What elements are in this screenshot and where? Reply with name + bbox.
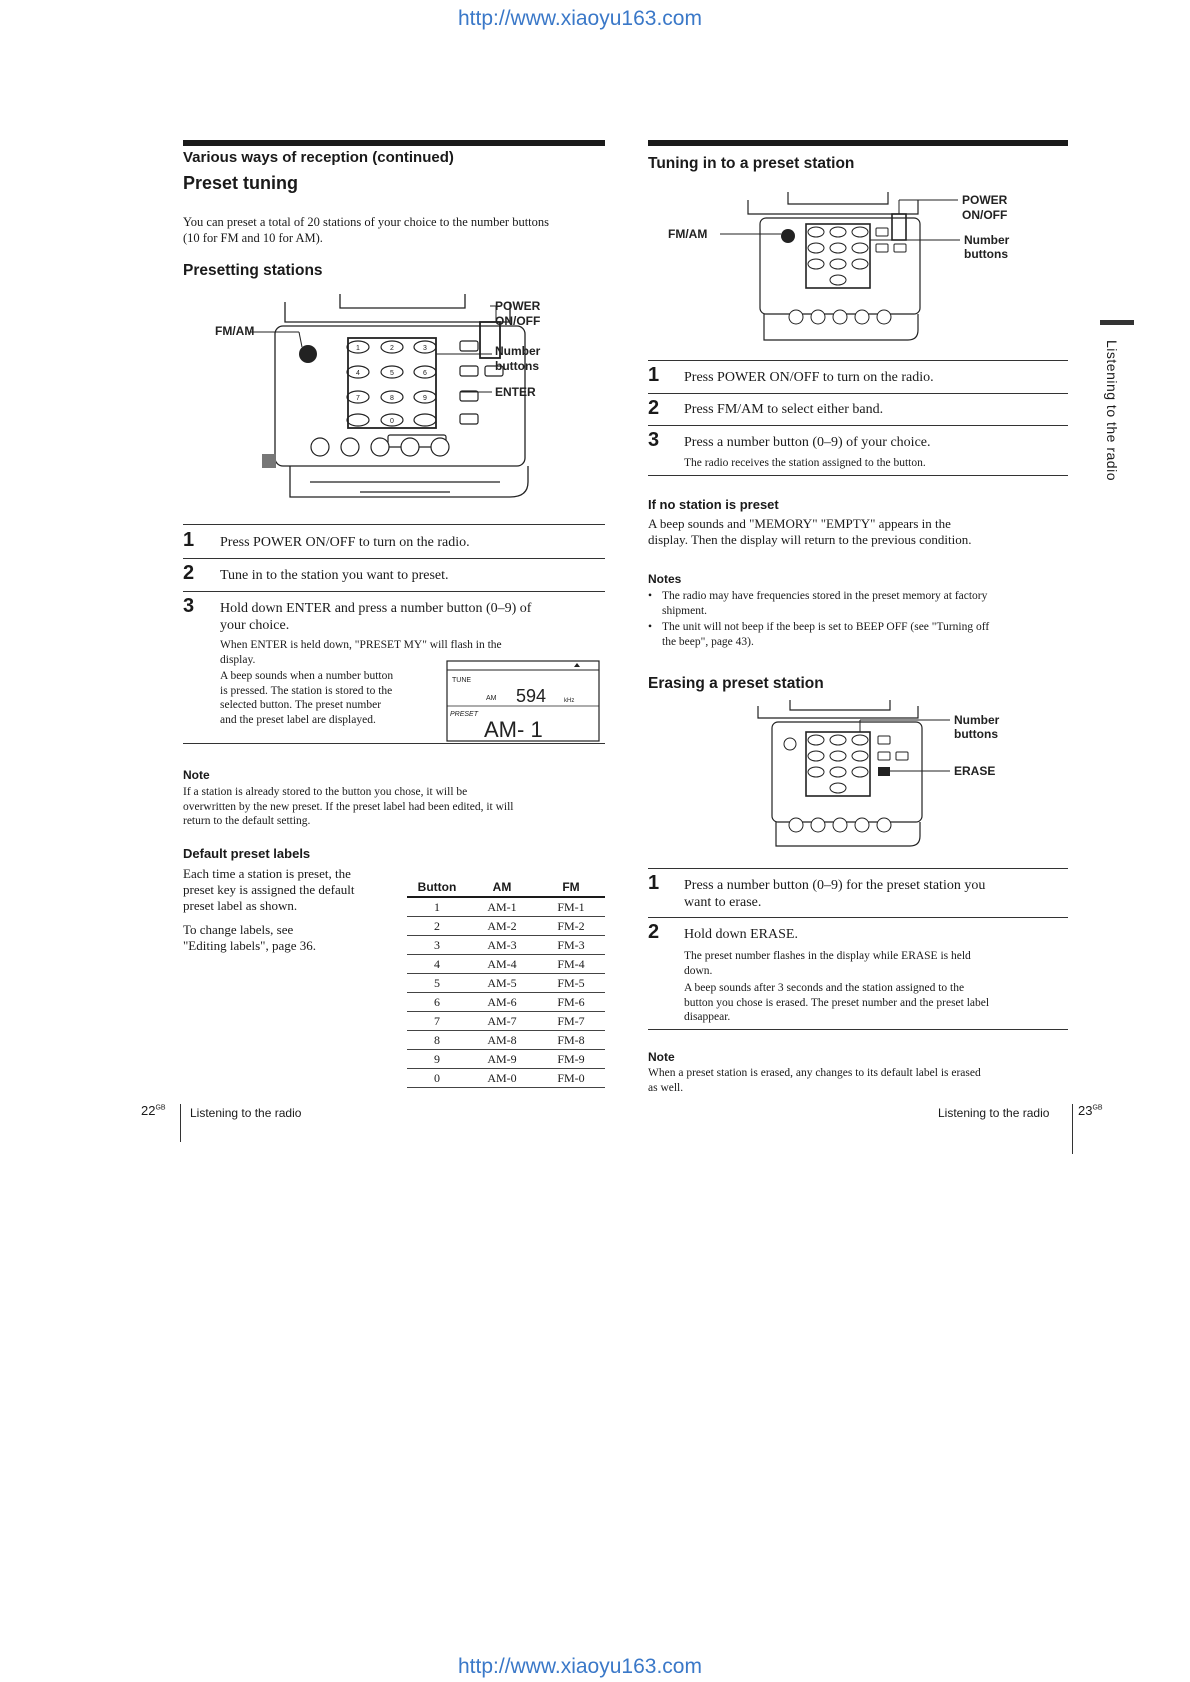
- side-tab-marker: [1100, 320, 1134, 325]
- step-rule: [648, 425, 1068, 426]
- page-number: 22: [141, 1103, 156, 1118]
- lcd-preset: PRESET: [450, 711, 479, 718]
- right-note-heading: Note: [648, 1050, 675, 1064]
- step-text-line: your choice.: [220, 618, 290, 633]
- diagram-label-number: Number: [964, 233, 1010, 247]
- radio-diagram-presetting: [210, 292, 600, 512]
- no-station-line: A beep sounds and "MEMORY" "EMPTY" appears in the: [648, 516, 951, 531]
- intro-line: You can preset a total of 20 stations of your choice to the number buttons: [183, 215, 550, 229]
- step-number: 2: [648, 397, 660, 419]
- step-sub-line: A beep sounds when a number button: [220, 670, 394, 682]
- lcd-frequency: 594: [516, 686, 547, 706]
- bottom-url[interactable]: http://www.xiaoyu163.com: [458, 1655, 702, 1678]
- step-rule: [648, 360, 1068, 361]
- table-row: [407, 897, 605, 917]
- table-cell: 4: [407, 955, 467, 974]
- table-cell: AM-3: [467, 936, 537, 955]
- step-rule: [183, 558, 605, 559]
- left-footer-divider: [180, 1104, 181, 1142]
- step-sub-line: The preset number flashes in the display while ERASE is held: [684, 950, 971, 962]
- table-cell: FM-1: [537, 897, 605, 917]
- intro-line: (10 for FM and 10 for AM).: [183, 231, 323, 245]
- radio-diagram-erasing: [750, 700, 1040, 850]
- step-sub-line: display.: [220, 653, 256, 666]
- table-header: AM: [467, 878, 537, 897]
- svg-text:5: 5: [390, 370, 394, 377]
- table-row: [407, 1050, 605, 1069]
- step-sub: [684, 949, 971, 978]
- step-rule: [648, 868, 1068, 869]
- step-sub: [684, 981, 989, 1025]
- tuning-heading: Tuning in to a preset station: [648, 155, 855, 172]
- table-cell: 6: [407, 993, 467, 1012]
- table-cell: 2: [407, 917, 467, 936]
- change-line: To change labels, see: [183, 922, 294, 937]
- step-number: 1: [648, 364, 660, 386]
- step-sub-line: is pressed. The station is stored to the: [220, 684, 393, 697]
- right-note-text: [648, 1066, 981, 1095]
- step-rule: [648, 917, 1068, 918]
- note-text: [183, 785, 514, 829]
- svg-text:7: 7: [356, 395, 360, 402]
- table-cell: AM-1: [467, 897, 537, 917]
- step-sub-line: When ENTER is held down, "PRESET MY" will flash in the: [220, 639, 502, 651]
- table-cell: AM-0: [467, 1069, 537, 1088]
- table-cell: 9: [407, 1050, 467, 1069]
- table-cell: AM-8: [467, 1031, 537, 1050]
- page-title: Preset tuning: [183, 173, 299, 193]
- default-line: Each time a station is preset, the: [183, 866, 351, 881]
- step-sub-line: selected button. The preset number: [220, 699, 382, 711]
- right-top-rule: [648, 140, 1068, 146]
- step-sub: The radio receives the station assigned to the button.: [684, 457, 926, 469]
- note-line: as well.: [648, 1081, 684, 1094]
- table-cell: FM-3: [537, 936, 605, 955]
- step-number: 2: [648, 921, 660, 943]
- step-sub-line: and the preset label are displayed.: [220, 713, 376, 726]
- table-row: [407, 917, 605, 936]
- side-tab-label: Listening to the radio: [1104, 340, 1120, 481]
- table-cell: AM-7: [467, 1012, 537, 1031]
- diagram-label-power: POWER: [495, 299, 541, 313]
- step-text: Press POWER ON/OFF to turn on the radio.: [684, 370, 934, 385]
- diagram-label-fmam: FM/AM: [215, 324, 255, 338]
- table-row: [407, 1069, 605, 1088]
- step-text: Press POWER ON/OFF to turn on the radio.: [220, 535, 470, 550]
- note-line: the beep", page 43).: [662, 635, 754, 648]
- note-line: return to the default setting.: [183, 815, 311, 827]
- bullet-icon: •: [648, 590, 653, 602]
- note-line: When a preset station is erased, any changes to its default label is erased: [648, 1067, 981, 1079]
- step-text: [220, 600, 531, 634]
- diagram-label-number: Number: [954, 713, 1000, 727]
- table-row: [407, 974, 605, 993]
- step-text: Tune in to the station you want to preset.: [220, 568, 449, 583]
- table-row: [407, 1031, 605, 1050]
- diagram-label-erase: ERASE: [954, 764, 996, 778]
- step-sub: [220, 669, 393, 727]
- svg-text:6: 6: [423, 370, 427, 377]
- note-line: shipment.: [662, 604, 708, 617]
- lcd-display: [446, 660, 601, 742]
- table-cell: AM-9: [467, 1050, 537, 1069]
- step-text: Press FM/AM to select either band.: [684, 402, 884, 417]
- step-rule: [183, 524, 605, 525]
- diagram-label-fmam: FM/AM: [668, 227, 708, 241]
- step-text: [684, 877, 985, 911]
- svg-text:4: 4: [356, 370, 360, 377]
- step-text: Hold down ERASE.: [684, 927, 798, 942]
- note-line: If a station is already stored to the button you chose, it will be: [183, 786, 468, 798]
- svg-text:9: 9: [423, 395, 427, 402]
- diagram-label-buttons: buttons: [964, 247, 1008, 261]
- table-cell: 8: [407, 1031, 467, 1050]
- table-header: FM: [537, 878, 605, 897]
- erasing-heading: Erasing a preset station: [648, 675, 824, 692]
- intro-text: [183, 214, 613, 246]
- step-sub-line: disappear.: [684, 1011, 731, 1023]
- table-row: [407, 993, 605, 1012]
- default-preset-text: [183, 866, 354, 914]
- section-kicker: Various ways of reception (continued): [183, 149, 454, 166]
- step-text-line: Hold down ENTER and press a number button (0–9) of: [220, 601, 532, 616]
- table-cell: FM-6: [537, 993, 605, 1012]
- table-cell: AM-4: [467, 955, 537, 974]
- no-station-line: display. Then the display will return to the previous condition.: [648, 532, 972, 547]
- step-sub-line: A beep sounds after 3 seconds and the station assigned to the: [684, 982, 965, 994]
- table-cell: AM-5: [467, 974, 537, 993]
- table-cell: FM-4: [537, 955, 605, 974]
- table-cell: FM-9: [537, 1050, 605, 1069]
- table-cell: AM-6: [467, 993, 537, 1012]
- diagram-label-buttons: buttons: [495, 359, 539, 373]
- left-top-rule: [183, 140, 605, 146]
- right-footer-divider: [1072, 1104, 1073, 1154]
- default-line: preset key is assigned the default: [183, 882, 355, 897]
- step-number: 1: [183, 529, 195, 551]
- page-number: 23: [1078, 1103, 1093, 1118]
- table-cell: FM-0: [537, 1069, 605, 1088]
- step-number: 3: [648, 429, 660, 451]
- page-sup: GB: [155, 1104, 166, 1112]
- table-cell: 5: [407, 974, 467, 993]
- table-row: [407, 936, 605, 955]
- step-rule: [183, 591, 605, 592]
- svg-text:1: 1: [356, 345, 360, 352]
- table-cell: AM-2: [467, 917, 537, 936]
- left-footer-label: Listening to the radio: [190, 1106, 302, 1120]
- table-row: [407, 955, 605, 974]
- table-cell: FM-5: [537, 974, 605, 993]
- diagram-label-buttons: buttons: [954, 727, 998, 741]
- note-item: [648, 620, 1068, 649]
- note-line: The radio may have frequencies stored in the preset memory at factory: [662, 590, 988, 602]
- right-footer-label: Listening to the radio: [938, 1106, 1050, 1120]
- svg-text:8: 8: [390, 395, 394, 402]
- no-station-heading: If no station is preset: [648, 497, 779, 512]
- note-line: The unit will not beep if the beep is set to BEEP OFF (see "Turning off: [662, 621, 990, 633]
- note-line: overwritten by the new preset. If the preset label had been edited, it will: [183, 800, 514, 813]
- step-sub-line: button you chose is erased. The preset number and the preset label: [684, 996, 990, 1009]
- notes-heading: Notes: [648, 572, 682, 586]
- step-number: 1: [648, 872, 660, 894]
- svg-text:0: 0: [390, 418, 394, 425]
- bullet-icon: •: [648, 621, 653, 633]
- step-rule: [183, 743, 605, 744]
- left-footer-page: [141, 1103, 166, 1118]
- step-text-line: Press a number button (0–9) for the preset station you: [684, 878, 986, 893]
- step-rule: [648, 1029, 1068, 1030]
- step-sub-line: down.: [684, 964, 713, 977]
- no-station-text: [648, 516, 972, 548]
- note-item: [648, 589, 1068, 618]
- svg-text:3: 3: [423, 345, 427, 352]
- table-cell: FM-8: [537, 1031, 605, 1050]
- page-sup: GB: [1092, 1104, 1103, 1112]
- table-cell: 0: [407, 1069, 467, 1088]
- default-preset-heading: Default preset labels: [183, 846, 311, 861]
- default-preset-table: [407, 878, 605, 1088]
- step-rule: [648, 475, 1068, 476]
- diagram-label-onoff: ON/OFF: [495, 314, 541, 328]
- step-text-line: want to erase.: [684, 895, 762, 910]
- default-line: preset label as shown.: [183, 898, 298, 913]
- diagram-label-enter: ENTER: [495, 385, 536, 399]
- lcd-tune: TUNE: [452, 677, 472, 684]
- change-line: "Editing labels", page 36.: [183, 938, 317, 953]
- table-cell: 1: [407, 897, 467, 917]
- top-url[interactable]: http://www.xiaoyu163.com: [458, 7, 702, 30]
- right-footer-page: [1078, 1103, 1103, 1118]
- diagram-label-onoff: ON/OFF: [962, 208, 1008, 222]
- radio-diagram-tuning: [668, 192, 1028, 347]
- table-header-row: [407, 878, 605, 897]
- table-cell: FM-2: [537, 917, 605, 936]
- svg-text:2: 2: [390, 345, 394, 352]
- table-cell: 7: [407, 1012, 467, 1031]
- change-labels-text: [183, 922, 316, 954]
- diagram-label-number: Number: [495, 344, 541, 358]
- step-number: 2: [183, 562, 195, 584]
- diagram-label-power: POWER: [962, 193, 1008, 207]
- step-rule: [648, 393, 1068, 394]
- presetting-heading: Presetting stations: [183, 262, 323, 279]
- note-heading: Note: [183, 768, 210, 782]
- lcd-khz: kHz: [564, 698, 575, 704]
- lcd-preset-label: AM- 1: [484, 717, 543, 742]
- step-text: Press a number button (0–9) of your choice.: [684, 435, 931, 450]
- table-row: [407, 1012, 605, 1031]
- lcd-am: AM: [486, 695, 497, 702]
- step-number: 3: [183, 595, 195, 617]
- table-cell: FM-7: [537, 1012, 605, 1031]
- table-cell: 3: [407, 936, 467, 955]
- table-header: Button: [407, 878, 467, 897]
